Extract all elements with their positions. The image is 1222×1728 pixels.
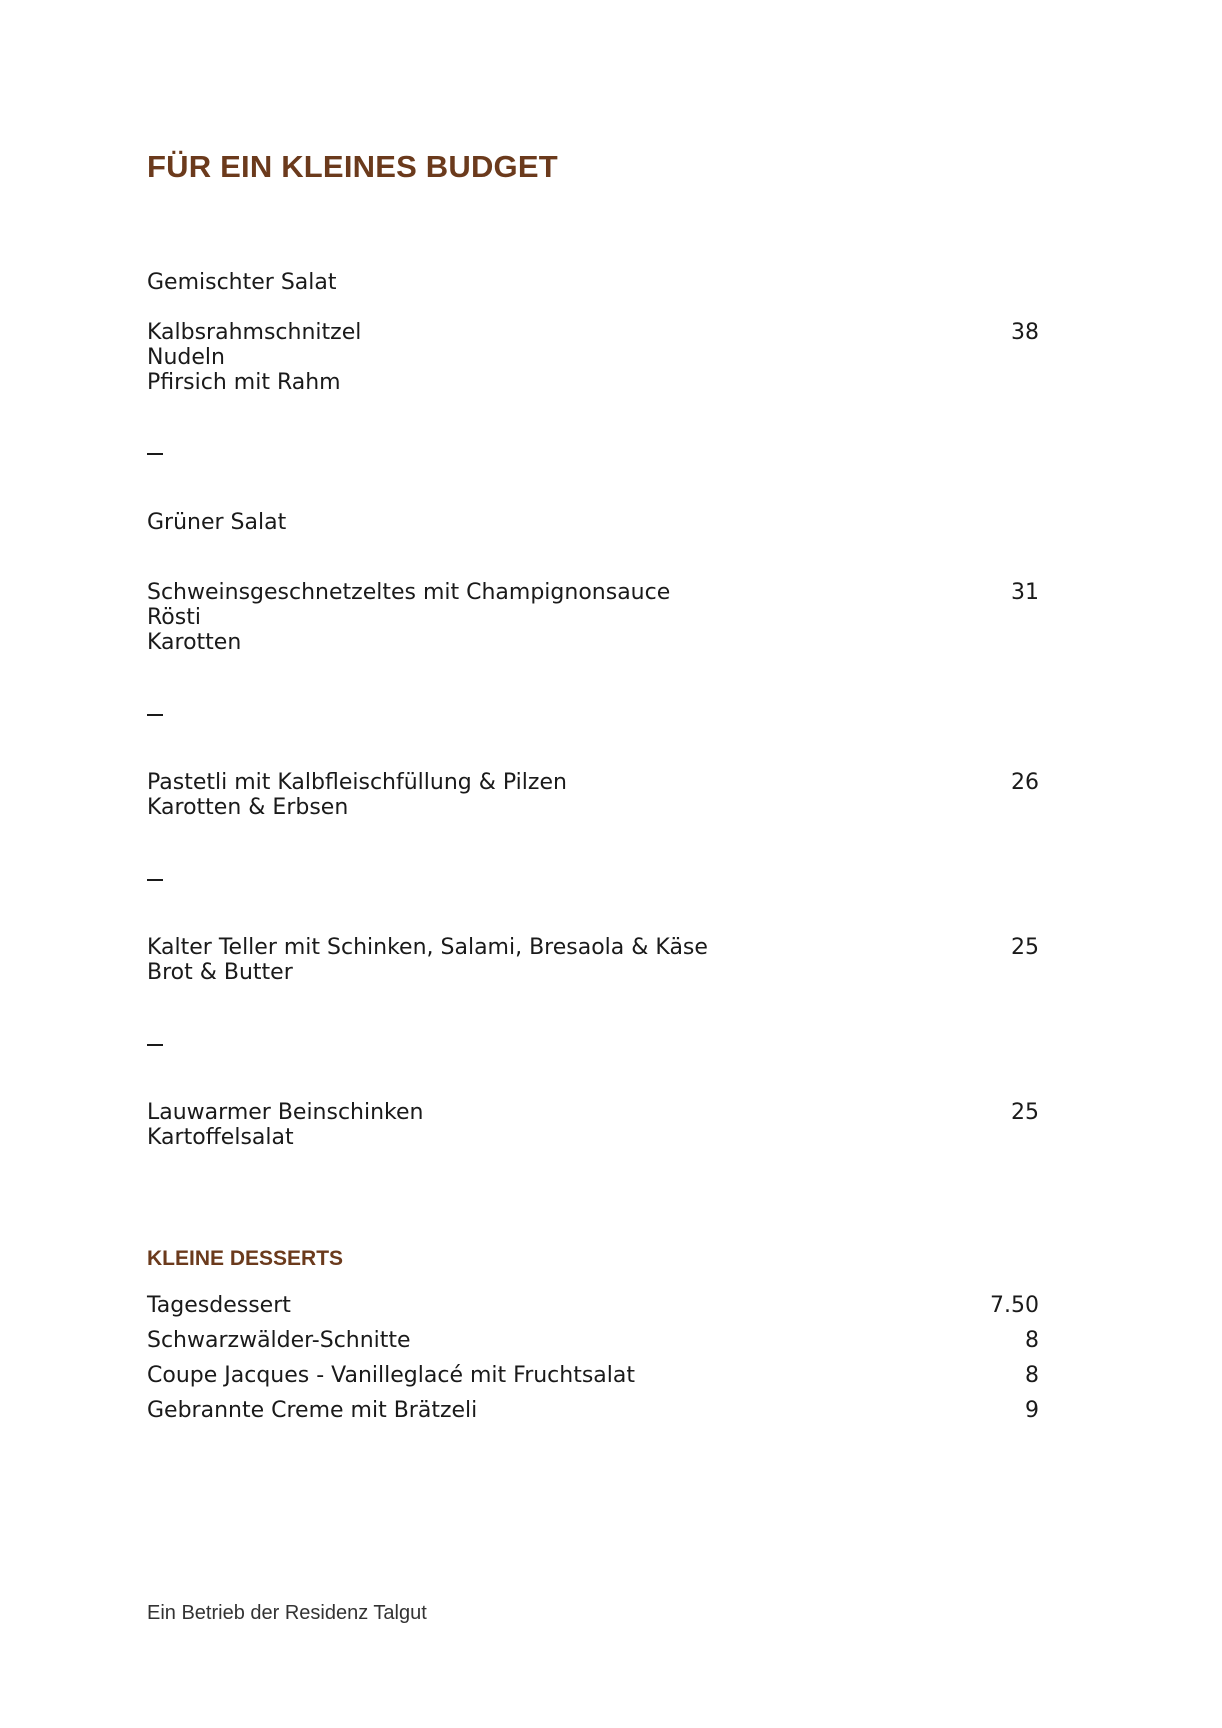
dish-price: 26 (1011, 770, 1039, 795)
dish-name: Schweinsgeschnetzeltes mit Champignonsauce (147, 580, 671, 605)
dish-name: Gemischter Salat (147, 270, 337, 295)
dessert-price: 7.50 (990, 1293, 1039, 1318)
page-title: FÜR EIN KLEINES BUDGET (147, 149, 558, 184)
dessert-name: Gebrannte Creme mit Brätzeli (147, 1398, 478, 1423)
dish-name: Lauwarmer Beinschinken (147, 1100, 424, 1125)
side-dish: Pfirsich mit Rahm (147, 370, 341, 395)
dish-price: 25 (1011, 935, 1039, 960)
dessert-name: Coupe Jacques - Vanilleglacé mit Fruchtsalat (147, 1363, 636, 1388)
side-dish: Rösti (147, 605, 201, 630)
side-dish: Karotten (147, 630, 242, 655)
side-dish: Nudeln (147, 345, 225, 370)
footer-note: Ein Betrieb der Residenz Talgut (147, 1602, 427, 1624)
dessert-price: 9 (1025, 1398, 1039, 1423)
dish-price: 31 (1011, 580, 1039, 605)
dish-name: Kalter Teller mit Schinken, Salami, Bresaola & Käse (147, 935, 708, 960)
dish-price: 38 (1011, 320, 1039, 345)
dessert-price: 8 (1025, 1363, 1039, 1388)
dessert-price: 8 (1025, 1328, 1039, 1353)
dish-price: 25 (1011, 1100, 1039, 1125)
side-dish: Kartoffelsalat (147, 1125, 294, 1150)
dish-name: Grüner Salat (147, 510, 287, 535)
side-dish: Brot & Butter (147, 960, 293, 985)
side-dish: Karotten & Erbsen (147, 795, 349, 820)
menu-divider (147, 714, 163, 716)
dish-name: Pastetli mit Kalbfleischfüllung & Pilzen (147, 770, 567, 795)
menu-divider (147, 1044, 163, 1046)
menu-divider (147, 879, 163, 881)
menu-divider (147, 453, 163, 455)
dessert-name: Tagesdessert (147, 1293, 291, 1318)
dessert-name: Schwarzwälder-Schnitte (147, 1328, 411, 1353)
desserts-title: KLEINE DESSERTS (147, 1247, 344, 1270)
dish-name: Kalbsrahmschnitzel (147, 320, 362, 345)
